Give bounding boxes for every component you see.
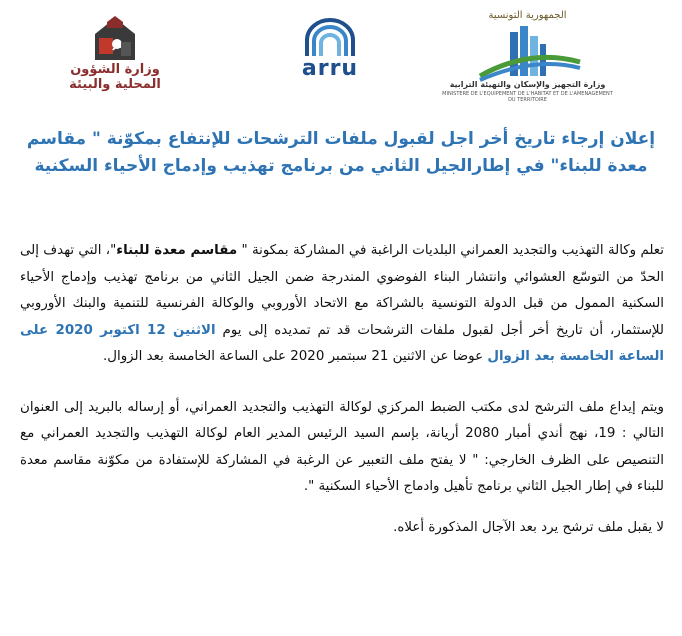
ministry-local-affairs-caption: وزارة الشؤون المحلية والبيئة bbox=[69, 62, 161, 92]
ministry-equipment-french-name: MINISTERE DE L'EQUIPEMENT DE L'HABITAT ET DE L'AMENAGEMENT DU TERRITOIRE bbox=[442, 91, 613, 103]
announcement-body bbox=[20, 238, 664, 541]
arru-logo bbox=[295, 18, 365, 80]
paragraph-3: لا يقبل ملف ترشح يرد بعد الآجال المذكورة أعلاه. bbox=[393, 519, 664, 535]
republic-caption: الجمهورية التونسية bbox=[488, 10, 567, 21]
ministry-equipment-arabic-name: وزارة التجهيز والإسكان والتهيئة الترابية bbox=[449, 80, 606, 89]
paragraph-1-part-3: عوضا عن الاثنين 21 سبتمبر 2020 على الساعة الخامسة بعد الزوال. bbox=[103, 349, 488, 364]
ministry-local-affairs-logo bbox=[55, 14, 175, 96]
paragraph-1-part-1: تعلم وكالة التهذيب والتجديد العمراني البلديات الراغبة في المشاركة بمكونة " bbox=[237, 243, 664, 258]
new-deadline-highlight: الاثنين 12 اكتوبر 2020 على الساعة الخامسة بعد الزوال bbox=[20, 322, 664, 364]
paragraph-1-part-2: "، التي تهدف إلى الحدّ من التوسّع العشوائي وانتشار البناء الفوضوي المندرجة ضمن الجيل الثاني من برنامج تهذيب وإدماج الأحياء السكنية الممول من قبل الدولة التونسية بالشراكة مع الاتحاد الأوروبي والوكالة الفرنسية للتنمية والبنك الأوروبي للإستثمار، أن تاريخ أخر أجل لقبول ملفات الترشحات قد تم تمديده إلى يوم bbox=[20, 243, 664, 338]
announcement-title: إعلان إرجاء تاريخ أخر اجل لقبول ملفات الترشحات للإنتفاع بمكوّنة " مقاسم معدة للبناء" في إطارالجيل الثاني من برنامج تهذيب وإدماج الأحياء السكنية bbox=[26, 129, 656, 176]
paragraph-2: ويتم إيداع ملف الترشح لدى مكتب الضبط المركزي لوكالة التهذيب والتجديد العمراني، أو إرساله بالبريد إلى العنوان التالي : 19، نهج أندي أمبار 2080 أريانة، بإسم السيد الرئيس المدير العام لوكالة التهذيب والتجديد العمراني مع التنصيص على الظرف الخارجي: " لا يفتح ملف التعبير عن الرغبة في المشاركة للإستفادة من مكوّنة مقاسم معدة للبناء في إطار الجيل الثاني برنامج تأهيل وادماج الأحياء السكنية ". bbox=[20, 399, 665, 494]
arru-wordmark: arru bbox=[301, 56, 359, 81]
header bbox=[0, 0, 682, 110]
arru-arch-icon bbox=[295, 18, 365, 58]
component-name-bold: مقاسم معدة للبناء bbox=[116, 243, 238, 258]
ministry-equipment-logo bbox=[440, 8, 615, 103]
ministry-equipment-emblem-icon bbox=[440, 18, 615, 88]
paragraph-1 bbox=[20, 238, 664, 371]
ministry-local-affairs-emblem-icon bbox=[55, 14, 175, 64]
